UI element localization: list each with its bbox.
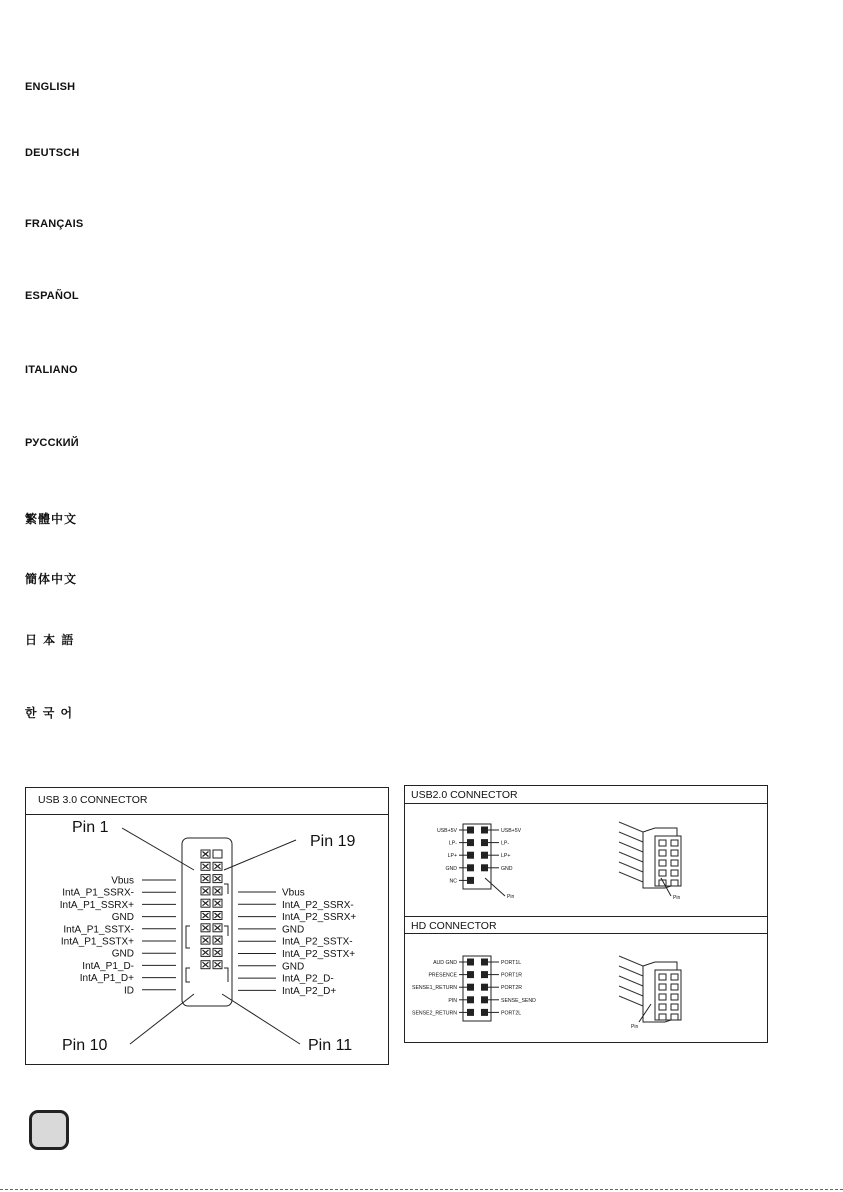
header-pin-socket	[671, 870, 678, 876]
header-pin-socket	[659, 850, 666, 856]
hd-pin	[481, 984, 488, 991]
usb20-pin-note: Pin	[673, 895, 681, 901]
language-heading-deutsch: DEUTSCH	[25, 147, 80, 159]
language-heading-traditional-chinese: 繁體中文	[25, 512, 78, 526]
usb30-right-pin-label: IntA_P2_SSRX-	[282, 899, 354, 911]
hd-left-pin-label: PIN	[448, 997, 457, 1004]
hd-pin	[481, 971, 488, 978]
usb30-pin1-label: Pin 1	[72, 819, 109, 836]
usb30-diagram	[26, 788, 388, 1064]
hd-right-pin-label: PORT1R	[501, 972, 522, 979]
hd-pin	[467, 959, 474, 966]
hd-pin	[481, 1009, 488, 1016]
header-pin-socket	[659, 994, 666, 1000]
hd-left-pin-label: SENSE2_RETURN	[412, 1010, 457, 1017]
usb20-pin-pointer-label: Pin	[507, 894, 515, 900]
usb30-bracket-right	[224, 884, 228, 982]
usb30-pin	[213, 850, 222, 858]
language-heading-simplified-chinese: 簡体中文	[25, 572, 78, 586]
usb30-left-pin-label: IntA_P1_D+	[79, 973, 134, 985]
hd-pin-note: Pin	[631, 1024, 639, 1030]
hd-right-pin-label: SENSE_SEND	[501, 997, 536, 1004]
usb20-right-pin-label: USB+5V	[501, 828, 522, 834]
usb30-right-pin-label: IntA_P2_SSTX+	[282, 949, 356, 960]
usb20-pin	[467, 852, 474, 859]
usb30-pin19-label: Pin 19	[310, 833, 356, 850]
language-heading-japanese: 日 本 語	[25, 633, 75, 647]
hd-right-pin-label: PORT2R	[501, 985, 522, 992]
usb20-hd-connector-box	[404, 785, 768, 1043]
header-pin-socket	[659, 984, 666, 990]
usb30-left-pin-label: IntA_P1_SSTX+	[60, 936, 134, 948]
usb30-left-pin-label: GND	[111, 948, 134, 960]
usb30-pin11-label: Pin 11	[308, 1037, 353, 1054]
usb30-right-pin-label: GND	[282, 961, 305, 973]
usb20-right-pin-label: GND	[501, 865, 513, 872]
usb30-bracket-left	[186, 926, 190, 982]
header-pin-socket	[671, 994, 678, 1000]
usb30-right-pin-label: IntA_P2_D+	[282, 985, 337, 997]
usb20-left-pin-label: LP+	[447, 853, 457, 860]
usb30-pin10-label: Pin 10	[62, 1037, 108, 1054]
usb30-pin11-leader	[222, 994, 300, 1044]
usb30-title: USB 3.0 CONNECTOR	[26, 788, 388, 815]
usb30-left-pin-label: IntA_P1_SSTX-	[63, 924, 134, 936]
hd-right-pin-label: PORT2L	[501, 1010, 522, 1017]
header-pin-socket	[671, 974, 678, 980]
header-pin-socket	[671, 984, 678, 990]
usb30-left-pin-label: IntA_P1_SSRX+	[59, 899, 134, 911]
hd-pin	[481, 996, 488, 1003]
language-heading-espanol: ESPAÑOL	[25, 290, 79, 302]
header-pin-socket	[671, 1004, 678, 1010]
usb30-left-pin-label: ID	[124, 985, 134, 997]
hd-pin	[467, 971, 474, 978]
usb20-title: USB2.0 CONNECTOR	[405, 786, 767, 804]
header-pin-socket	[659, 974, 666, 980]
usb20-left-pin-label: USB+5V	[436, 828, 457, 834]
usb30-right-pin-label: GND	[282, 924, 305, 936]
header-pin-socket	[659, 1004, 666, 1010]
hd-left-pin-label: AUD GND	[433, 960, 457, 966]
usb20-right-pin-label: LP+	[501, 853, 511, 860]
header-pin-socket	[671, 860, 678, 866]
usb20-pin	[481, 827, 488, 834]
usb30-right-pin-label: IntA_P2_D-	[282, 973, 334, 985]
usb30-left-pin-label: GND	[111, 912, 134, 924]
hd-left-pin-label: SENSE1_RETURN	[412, 985, 457, 992]
usb20-left-pin-label: NC	[449, 878, 457, 885]
hd-pin	[467, 996, 474, 1003]
hd-left-pin-label: PRESENCE	[428, 972, 457, 979]
page-number-badge	[29, 1110, 69, 1150]
header-pin-socket	[671, 840, 678, 846]
header-pin-socket	[671, 1014, 678, 1020]
usb20-right-pin-label: LP-	[501, 840, 510, 847]
usb20-pin	[467, 839, 474, 846]
usb20-pin	[467, 864, 474, 871]
header-pin-socket	[671, 880, 678, 886]
usb30-pin1-leader	[122, 828, 194, 870]
header-pin-socket	[659, 870, 666, 876]
page-bottom-rule	[0, 1189, 843, 1190]
usb30-right-pin-label: IntA_P2_SSRX+	[282, 912, 357, 924]
usb30-left-pin-label: IntA_P1_SSRX-	[62, 887, 134, 899]
usb30-left-pin-label: IntA_P1_D-	[82, 960, 134, 972]
hd-right-pin-label: PORT1L	[501, 960, 522, 966]
header-pin-socket	[659, 860, 666, 866]
usb20-left-pin-label: LP-	[448, 840, 457, 847]
hd-pin	[467, 1009, 474, 1016]
usb30-right-pin-label: Vbus	[282, 887, 305, 899]
usb20-pin	[481, 864, 488, 871]
usb30-left-pin-label: Vbus	[111, 875, 134, 887]
language-heading-russian: РУССКИЙ	[25, 437, 79, 449]
language-heading-italiano: ITALIANO	[25, 364, 78, 376]
language-heading-english: ENGLISH	[25, 81, 76, 93]
usb20-pin	[481, 852, 488, 859]
hd-pin	[467, 984, 474, 991]
hd-pin	[481, 959, 488, 966]
usb30-right-pin-label: IntA_P2_SSTX-	[282, 936, 353, 948]
hd-title: HD CONNECTOR	[405, 916, 767, 934]
usb20-pin	[481, 839, 488, 846]
usb30-connector-box	[25, 787, 389, 1065]
usb20-hd-diagram	[405, 786, 767, 1042]
header-pin-socket	[671, 850, 678, 856]
usb20-pin	[467, 877, 474, 884]
header-pin-socket	[659, 1014, 666, 1020]
usb30-pin10-leader	[130, 994, 194, 1044]
language-heading-korean: 한 국 어	[25, 706, 74, 720]
language-heading-francais: FRANÇAIS	[25, 218, 84, 230]
usb20-left-pin-label: GND	[445, 865, 457, 872]
header-pin-socket	[659, 840, 666, 846]
usb30-pin19-leader	[224, 840, 296, 870]
usb20-pin	[467, 827, 474, 834]
